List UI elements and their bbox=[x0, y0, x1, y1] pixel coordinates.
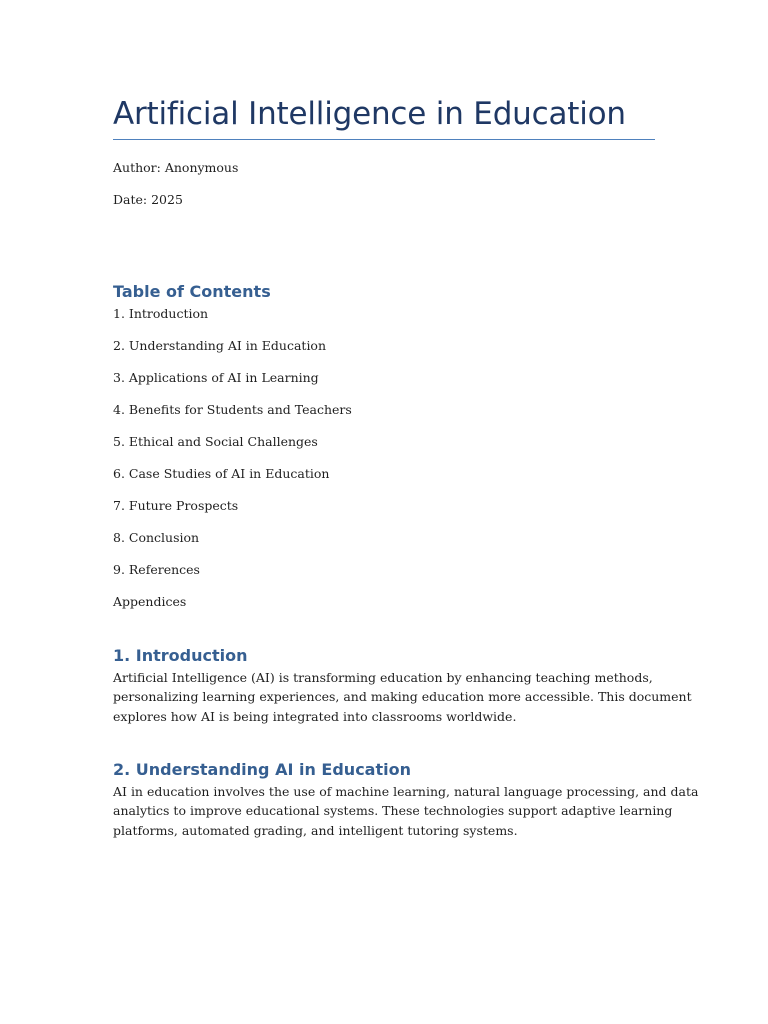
toc-item-appendices: Appendices bbox=[113, 594, 187, 609]
toc-item-introduction: 1. Introduction bbox=[113, 306, 209, 321]
paragraph-line: personalizing learning experiences, and making education more accessible. This document bbox=[113, 689, 692, 705]
document-title: Artificial Intelligence in Education bbox=[113, 96, 626, 132]
paragraph-line: platforms, automated grading, and intelligent tutoring systems. bbox=[113, 822, 518, 838]
toc-item-conclusion: 8. Conclusion bbox=[113, 530, 200, 545]
paragraph-line: analytics to improve educational systems. These technologies support adaptive learning bbox=[113, 803, 673, 819]
section-body-introduction bbox=[113, 668, 692, 726]
toc-item-applications: 3. Applications of AI in Learning bbox=[113, 370, 319, 385]
toc-item-references: 9. References bbox=[113, 562, 200, 577]
paragraph-line: Artificial Intelligence (AI) is transforming education by enhancing teaching methods, bbox=[113, 670, 653, 685]
section-heading-introduction: 1. Introduction bbox=[113, 646, 248, 665]
toc-item-future: 7. Future Prospects bbox=[113, 498, 239, 513]
section-body-understanding bbox=[113, 782, 699, 840]
date-line: Date: 2025 bbox=[113, 192, 183, 207]
toc-heading: Table of Contents bbox=[113, 282, 271, 301]
toc-item-understanding: 2. Understanding AI in Education bbox=[113, 338, 327, 353]
author-line: Author: Anonymous bbox=[113, 160, 239, 175]
paragraph-line: explores how AI is being integrated into classrooms worldwide. bbox=[113, 708, 517, 724]
title-divider bbox=[113, 139, 655, 140]
toc-item-case-studies: 6. Case Studies of AI in Education bbox=[113, 466, 330, 481]
section-heading-understanding: 2. Understanding AI in Education bbox=[113, 760, 411, 779]
paragraph-line: AI in education involves the use of machine learning, natural language processing, and data bbox=[113, 784, 699, 799]
toc-item-benefits: 4. Benefits for Students and Teachers bbox=[113, 402, 352, 417]
toc-item-ethical: 5. Ethical and Social Challenges bbox=[113, 434, 318, 449]
